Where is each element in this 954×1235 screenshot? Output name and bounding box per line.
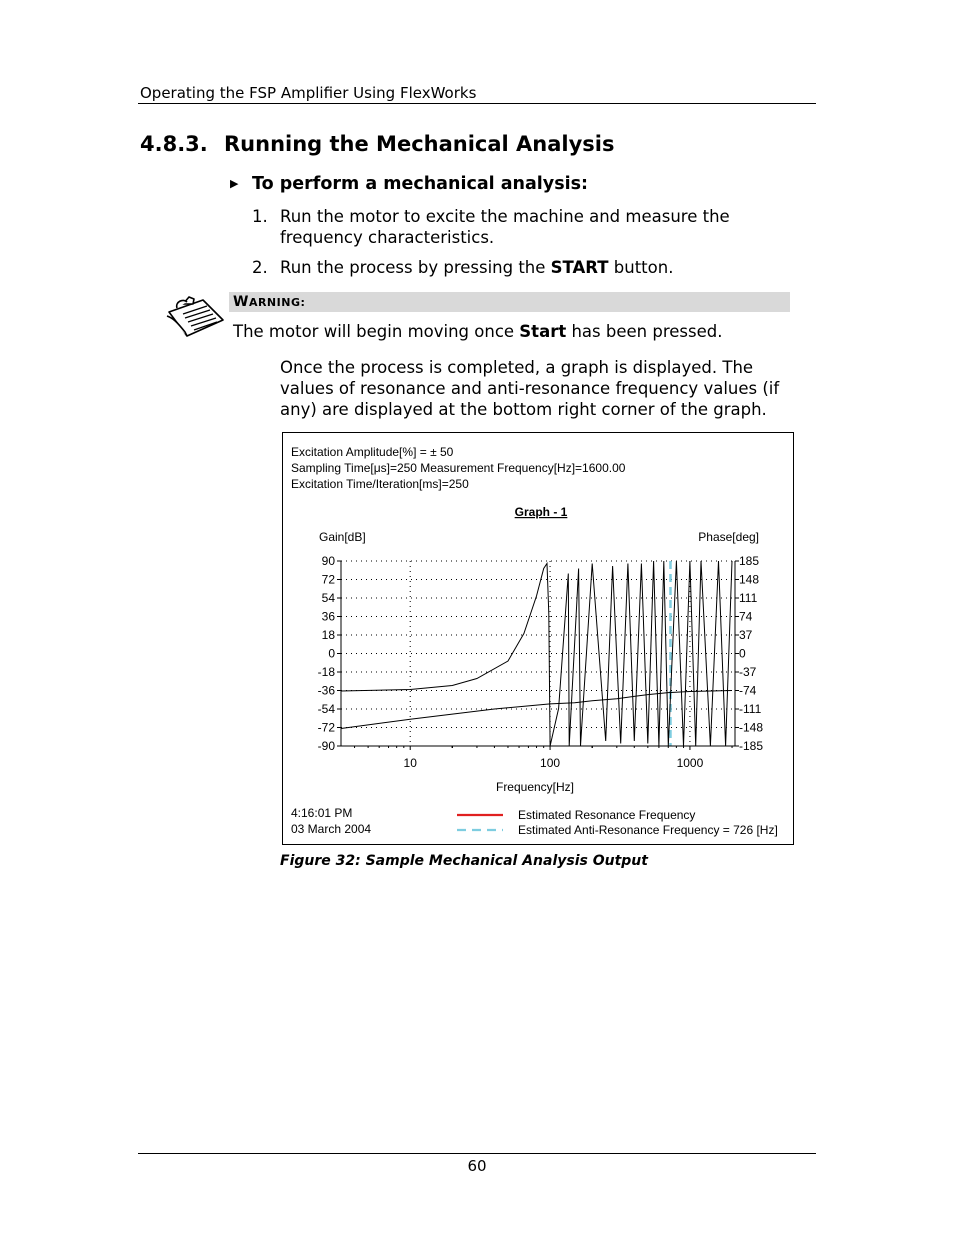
y-axis-right-label: Phase[deg] (698, 530, 759, 544)
warning-bar (229, 292, 790, 312)
footer-rule (138, 1153, 816, 1154)
step-number: 2. (252, 258, 268, 277)
y-left-tick-label: -54 (317, 702, 335, 716)
header-rule (138, 103, 816, 104)
figure-caption: Figure 32: Sample Mechanical Analysis Output (280, 853, 648, 869)
section-number: 4.8.3. (140, 132, 208, 156)
y-left-tick-label: 0 (328, 646, 335, 661)
warning-text: The motor will begin moving once Start has been pressed. (233, 322, 723, 341)
chart-info (291, 445, 626, 491)
procedure-step (252, 206, 812, 248)
y-left-tick-label: -36 (317, 683, 335, 698)
y-right-tick-label: 148 (739, 572, 760, 587)
section-title (140, 132, 615, 156)
y-right-tick-label: -74 (739, 683, 757, 698)
y-left-tick-label: 90 (321, 554, 335, 568)
y-right-tick-label: 37 (739, 628, 753, 642)
chart-title: Graph - 1 (514, 505, 568, 519)
y-left-tick-label: 54 (321, 591, 335, 605)
y-left-tick-label: -72 (317, 720, 335, 735)
mechanical-analysis-chart (283, 433, 793, 844)
procedure-heading-text: To perform a mechanical analysis: (252, 174, 589, 194)
x-tick-label: 1000 (676, 756, 704, 770)
info-line: Excitation Amplitude[%] = ± 50 (291, 445, 454, 459)
y-right-tick-label: 74 (739, 609, 753, 624)
start-keyword: START (550, 258, 609, 277)
section-title-text: Running the Mechanical Analysis (224, 132, 615, 156)
y-right-tick-label: -185 (739, 739, 764, 753)
step-text: Run the motor to excite the machine and measure the frequency characteristics. (280, 207, 730, 247)
y-right-tick-label: 111 (739, 591, 758, 605)
y-right-tick-label: -37 (739, 665, 757, 679)
procedure-step (252, 257, 812, 278)
y-right-tick-label: 185 (739, 554, 760, 568)
x-tick-label: 100 (540, 756, 561, 770)
y-right-tick-label: -148 (739, 720, 764, 735)
y-left-tick-label: 72 (321, 572, 335, 587)
legend-label: Estimated Resonance Frequency (518, 808, 696, 822)
warning-label: WARNING: (233, 294, 306, 310)
page-number: 60 (467, 1157, 487, 1175)
body-paragraph: Once the process is completed, a graph is displayed. The values of resonance and anti-resonance frequency values (if any) are displayed at the bottom right corner of the graph. (280, 358, 780, 419)
timestamp: 4:16:01 PM (291, 806, 353, 820)
y-left-tick-label: -18 (317, 665, 335, 679)
y-left-tick-label: 36 (321, 609, 335, 624)
start-keyword: Start (519, 322, 567, 341)
legend-label: Estimated Anti-Resonance Frequency = 726 [Hz] (518, 823, 778, 837)
notepad-pin-icon (163, 292, 227, 340)
x-axis-label: Frequency[Hz] (495, 780, 575, 794)
y-left-tick-label: 18 (321, 628, 335, 642)
procedure-heading (230, 174, 588, 194)
step-number: 1. (252, 207, 268, 226)
y-left-tick-label: -90 (317, 739, 335, 753)
y-right-tick-label: -111 (739, 702, 762, 716)
step-text: Run the process by pressing the START button. (280, 258, 674, 277)
date: 03 March 2004 (291, 822, 372, 836)
info-line: Excitation Time/Iteration[ms]=250 (291, 477, 469, 491)
y-axis-left-label: Gain[dB] (319, 530, 366, 544)
triangle-right-icon: ▶ (230, 177, 239, 190)
y-right-tick-label: 0 (739, 646, 746, 661)
info-line: Sampling Time[μs]=250 Measurement Frequency[Hz]=1600.00 (291, 461, 626, 475)
figure-frame (282, 432, 794, 845)
running-header: Operating the FSP Amplifier Using FlexWorks (140, 84, 477, 102)
x-tick-label: 10 (403, 756, 417, 770)
